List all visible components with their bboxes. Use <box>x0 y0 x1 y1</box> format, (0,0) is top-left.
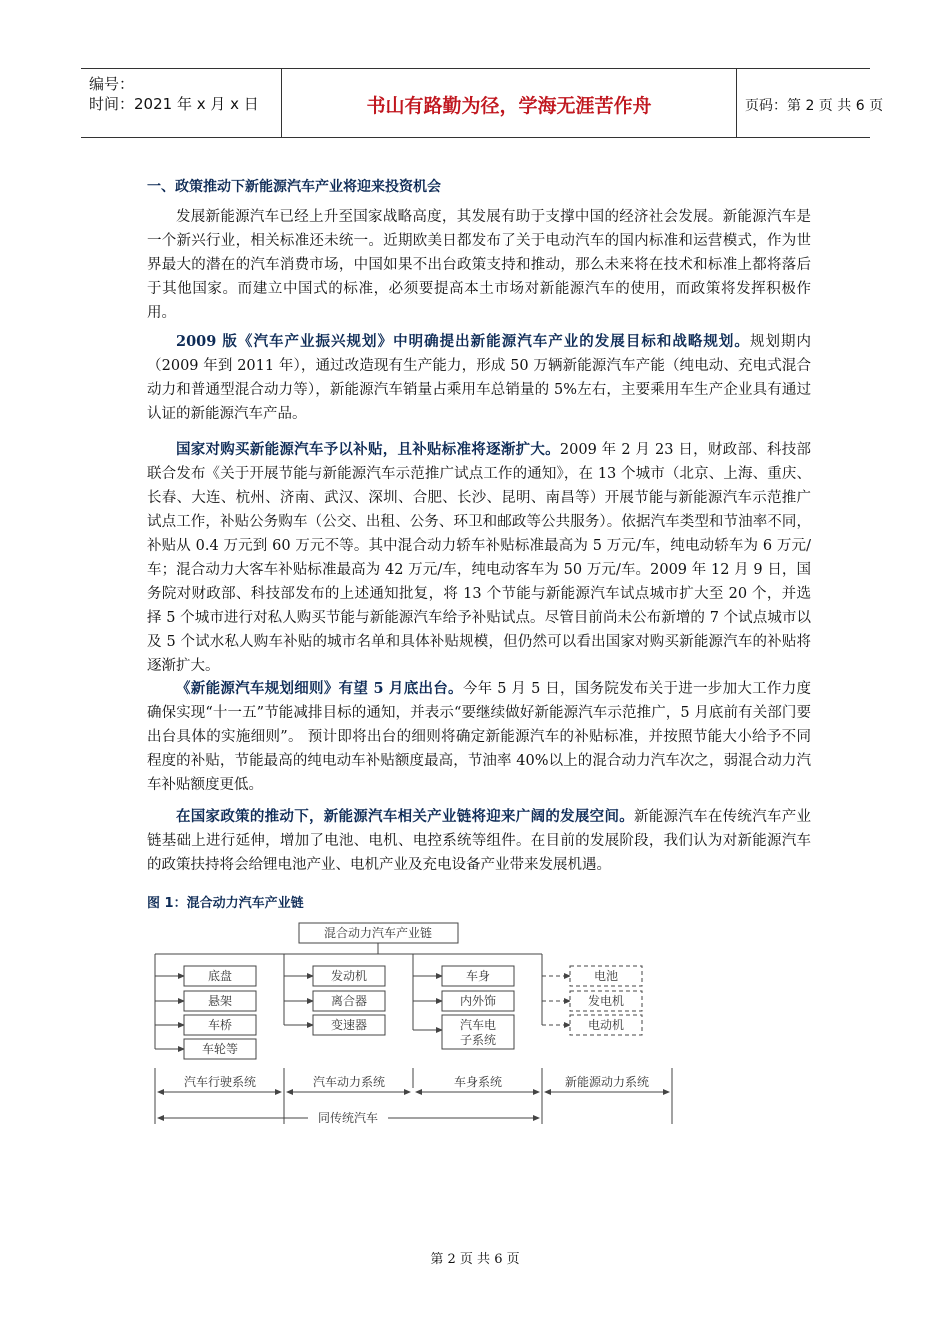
node-label: 车桥 <box>207 1018 233 1032</box>
node-label: 电池 <box>593 969 619 983</box>
paragraph-lead: 《新能源汽车规划细则》有望 5 月底出台。 <box>176 680 463 697</box>
time-label: 时间：2021 年 x 月 x 日 <box>89 95 259 113</box>
group-label: 汽车动力系统 <box>312 1075 386 1089</box>
page-number-label: 页码：第 2 页 共 6 页 <box>745 98 884 114</box>
paragraph-body: 2009 年 2 月 23 日，财政部、科技部联合发布《关于开展节能与新能源汽车示范推广试点工作的通知》，在 13 个城市（北京、上海、重庆、长春、大连、杭州、济南、武汉、深圳、合肥、长沙、昆明、南昌等）开展节能与新能源汽车示范推广试点工作，补贴公务购车（公交、出租、公务、环卫和邮政等公共服务）。依据汽车类型和节油率不同，补贴从 0.4 万元到 60 万元不等。其中混合动力轿车补贴标准最高为 5 万元/车，纯电动轿车为 6 万元/车；混合动力大客车补贴标准最高为 42 万元/车，纯电动客车为 50 万元/车。2009 年 12 月 9 日，国务院对财政部、科技部发布的上述通知批复，将 13 个节能与新能源汽车试点城市扩大至 20 个，并选择 5 个城市进行对私人购买节能与新能源汽车给予补贴试点。尽管目前尚未公布新增的 7 个试点城市以及 5 个试水私人购车补贴的城市名单和具体补贴规模，但仍然可以看出国家对购买新能源汽车的补贴将逐渐扩大。 <box>147 442 812 674</box>
paragraph-lead: 2009 版《汽车产业振兴规划》中明确提出新能源汽车产业的发展目标和战略规划。 <box>176 333 750 350</box>
header-meta-cell <box>81 69 282 137</box>
node-label: 悬架 <box>207 994 233 1008</box>
figure-caption: 图 1：混合动力汽车产业链 <box>147 896 304 911</box>
node-label: 车身 <box>465 969 491 983</box>
node-label: 变速器 <box>330 1018 368 1032</box>
paragraph-1 <box>147 205 811 325</box>
paragraph-3 <box>147 438 811 678</box>
group-label: 汽车行驶系统 <box>183 1075 257 1089</box>
motto-text: 书山有路勤为径，学海无涯苦作舟 <box>366 95 652 117</box>
root-label: 混合动力汽车产业链 <box>323 926 433 940</box>
paragraph-body: 规划期内（2009 年到 2011 年），通过改造现有生产能力，形成 50 万辆新能源汽车产能（纯电动、充电式混合动力和普通型混合动力等），新能源汽车销量占乘用车总销量的 5%左右，主要乘用车生产企业具有通过认证的新能源汽车产品。 <box>147 334 811 422</box>
node-label: 内外饰 <box>459 994 497 1008</box>
paragraph-lead: 在国家政策的推动下，新能源汽车相关产业链将迎来广阔的发展空间。 <box>176 808 634 825</box>
node-label: 离合器 <box>330 994 368 1008</box>
paragraph-body: 新能源汽车在传统汽车产业链基础上进行延伸，增加了电池、电机、电控系统等组件。在目前的发展阶段，我们认为对新能源汽车的政策扶持将会给锂电池产业、电机产业及充电设备产业带来发展机遇。 <box>147 809 812 873</box>
paragraph-4 <box>147 677 811 797</box>
node-label: 汽车电 <box>459 1018 497 1032</box>
paragraph-2 <box>147 330 811 426</box>
bottom-span-label: 同传统汽车 <box>317 1111 379 1125</box>
node-label: 发动机 <box>330 969 368 983</box>
node-label: 底盘 <box>207 969 233 983</box>
paragraph-body: 发展新能源汽车已经上升至国家战略高度，其发展有助于支撑中国的经济社会发展。新能源汽车是一个新兴行业，相关标准还未统一。近期欧美日都发布了关于电动汽车的国内标准和运营模式，作为世界最大的潜在的汽车消费市场，中国如果不出台政策支持和推动，那么未来将在技术和标准上都将落后于其他国家。而建立中国式的标准，必须要提高本土市场对新能源汽车的使用，而政策将发挥积极作用。 <box>147 209 811 321</box>
node-label: 车轮等 <box>201 1042 239 1056</box>
paragraph-body: 今年 5 月 5 日，国务院发布关于进一步加大工作力度确保实现“十一五”节能减排目标的通知，并表示“要继续做好新能源汽车示范推广，5 月底前有关部门要出台具体的实施细则”。 预计即将出台的细则将确定新能源汽车的补贴标准，并按照节能大小给予不同程度的补贴，节能最高的纯电动车补贴额度最高，节油率 40%以上的混合动力汽车次之，弱混合动力汽车补贴额度更低。 <box>147 681 812 793</box>
header-motto-cell <box>282 69 737 137</box>
node-label: 发电机 <box>587 994 625 1008</box>
paragraph-5 <box>147 805 811 877</box>
page-footer: 第 2 页 共 6 页 <box>430 1252 520 1267</box>
node-label: 子系统 <box>459 1033 497 1047</box>
header-page-cell <box>737 69 884 137</box>
node-label: 电动机 <box>587 1018 625 1032</box>
number-label: 编号： <box>89 75 135 93</box>
group-label: 车身系统 <box>453 1075 503 1089</box>
paragraph-lead: 国家对购买新能源汽车予以补贴，且补贴标准将逐渐扩大。 <box>176 441 560 458</box>
industry-chain-diagram <box>150 918 690 1138</box>
group-label: 新能源动力系统 <box>564 1075 650 1089</box>
section-title: 一、政策推动下新能源汽车产业将迎来投资机会 <box>147 179 441 195</box>
page-header <box>81 68 884 138</box>
